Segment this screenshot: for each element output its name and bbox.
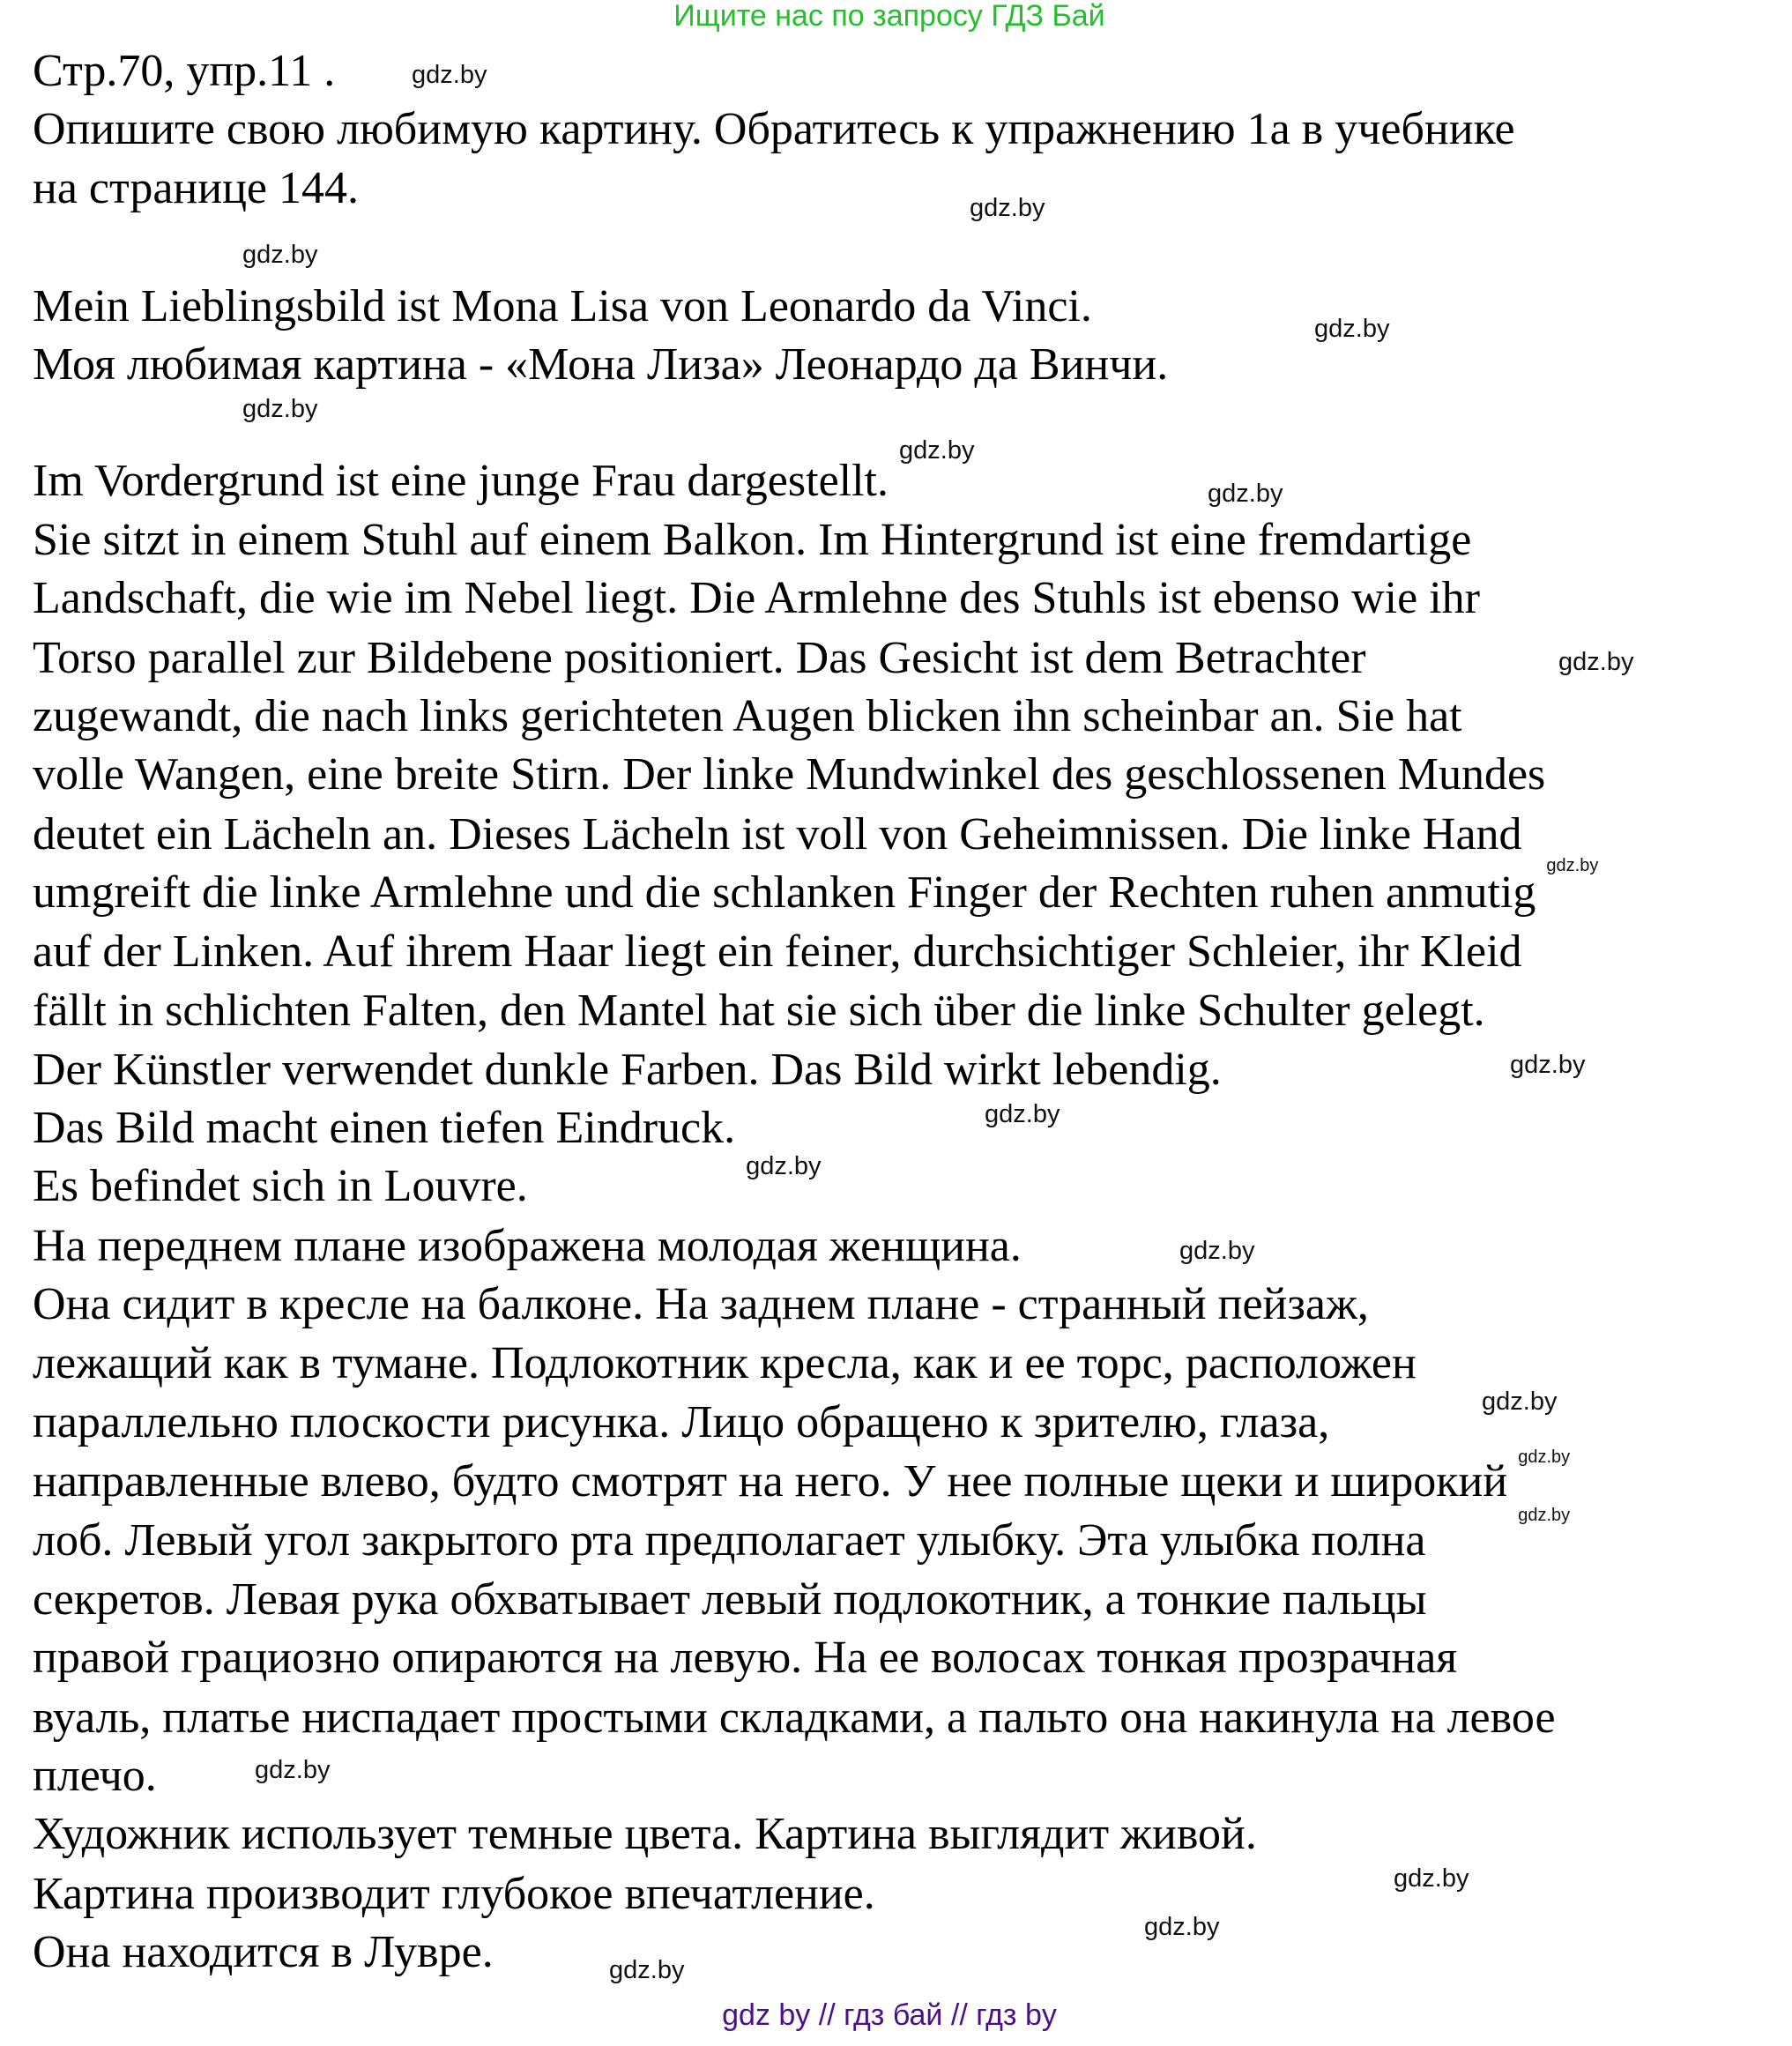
watermark: gdz.by (899, 436, 975, 465)
watermark: gdz.by (1179, 1237, 1255, 1265)
watermark: gdz.by (1518, 1506, 1571, 1525)
text-line: направленные влево, будто смотрят на него. У нее полные щеки и широкий (33, 1456, 1508, 1507)
watermark: gdz.by (242, 395, 318, 423)
header-banner: Ищите нас по запросу ГДЗ Бай (673, 0, 1105, 33)
text-line: Картина производит глубокое впечатление. (33, 1869, 875, 1919)
text-line: Torso parallel zur Bildebene positioniert. Das Gesicht ist dem Betrachter (33, 633, 1366, 683)
watermark: gdz.by (609, 1956, 685, 1984)
watermark: gdz.by (255, 1756, 331, 1784)
watermark: gdz.by (746, 1152, 822, 1180)
text-line: на странице 144. (33, 163, 359, 213)
watermark: gdz.by (1546, 856, 1599, 875)
text-line: Художник использует темные цвета. Картина выглядит живой. (33, 1809, 1257, 1859)
watermark: gdz.by (985, 1100, 1060, 1128)
text-line: Mein Lieblingsbild ist Mona Lisa von Leonardo da Vinci. (33, 281, 1092, 331)
watermark: gdz.by (970, 194, 1045, 222)
text-line: Es befindet sich in Louvre. (33, 1161, 528, 1211)
watermark: gdz.by (1558, 648, 1634, 676)
watermark: gdz.by (1394, 1864, 1469, 1893)
text-line: Das Bild macht einen tiefen Eindruck. (33, 1103, 736, 1153)
watermark: gdz.by (1208, 480, 1283, 508)
text-line: плечо. (33, 1751, 157, 1801)
watermark: gdz.by (1314, 315, 1390, 343)
text-line: Она сидит в кресле на балконе. На заднем плане - странный пейзаж, (33, 1279, 1369, 1329)
footer-banner-row (0, 1998, 1779, 2032)
text-line: umgreift die linke Armlehne und die schlanken Finger der Rechten ruhen anmutig (33, 867, 1536, 918)
text-line: Она находится в Лувре. (33, 1927, 494, 1977)
header-banner-row (0, 0, 1779, 32)
text-line: правой грациозно опираются на левую. На ее волосах тонкая прозрачная (33, 1633, 1458, 1683)
watermark: gdz.by (1518, 1447, 1571, 1467)
text-line: Опишите свою любимую картину. Обратитесь к упражнению 1а в учебнике (33, 104, 1515, 154)
exercise-title: Стр.70, упр.11 . (33, 46, 336, 96)
text-line: Im Vordergrund ist eine junge Frau dargestellt. (33, 456, 889, 506)
text-line: секретов. Левая рука обхватывает левый подлокотник, а тонкие пальцы (33, 1574, 1427, 1625)
text-line: лежащий как в тумане. Подлокотник кресла, как и ее торс, расположен (33, 1338, 1416, 1388)
text-line: Моя любимая картина - «Мона Лиза» Леонардо да Винчи. (33, 339, 1169, 390)
text-line: параллельно плоскости рисунка. Лицо обращено к зрителю, глаза, (33, 1397, 1330, 1447)
text-line: лоб. Левый угол закрытого рта предполагает улыбку. Эта улыбка полна (33, 1515, 1426, 1566)
watermark: gdz.by (1510, 1051, 1586, 1079)
text-line: Landschaft, die wie im Nebel liegt. Die Armlehne des Stuhls ist ebenso wie ihr (33, 573, 1480, 623)
watermark: gdz.by (412, 61, 487, 89)
text-line: вуаль, платье ниспадает простыми складками, а пальто она накинула на левое (33, 1693, 1556, 1743)
watermark: gdz.by (1482, 1388, 1558, 1416)
text-line: volle Wangen, eine breite Stirn. Der linke Mundwinkel des geschlossenen Mundes (33, 749, 1546, 800)
footer-banner: gdz by // гдз бай // гдз by (722, 1998, 1057, 2032)
text-line: Sie sitzt in einem Stuhl auf einem Balkon. Im Hintergrund ist eine fremdartige (33, 515, 1472, 565)
text-line: Der Künstler verwendet dunkle Farben. Das Bild wirkt lebendig. (33, 1045, 1222, 1095)
text-line: На переднем плане изображена молодая женщина. (33, 1221, 1022, 1271)
text-line: fällt in schlichten Falten, den Mantel hat sie sich über die linke Schulter gelegt. (33, 986, 1485, 1036)
text-line: zugewandt, die nach links gerichteten Augen blicken ihn scheinbar an. Sie hat (33, 691, 1462, 741)
watermark: gdz.by (242, 241, 318, 269)
text-line: deutet ein Lächeln an. Dieses Lächeln ist voll von Geheimnissen. Die linke Hand (33, 809, 1522, 859)
text-line: auf der Linken. Auf ihrem Haar liegt ein feiner, durchsichtiger Schleier, ihr Kleid (33, 926, 1522, 977)
watermark: gdz.by (1144, 1913, 1220, 1941)
